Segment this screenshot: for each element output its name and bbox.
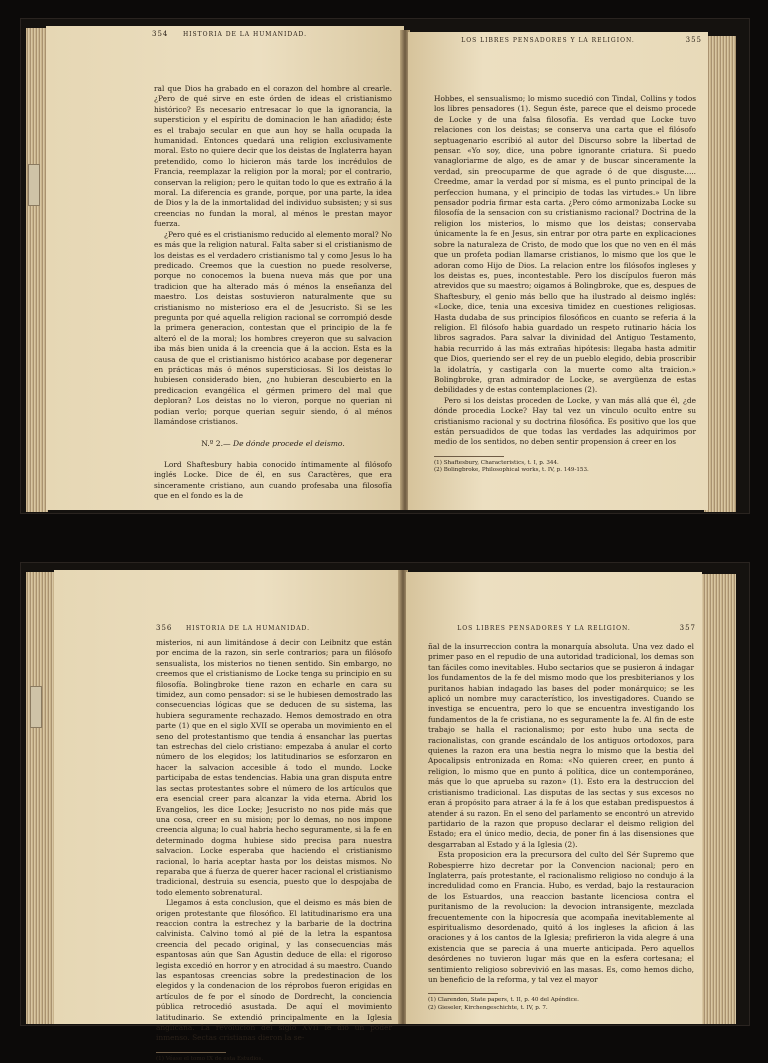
paragraph: Lord Shaftesbury habia conocido íntimamente al filósofo inglés Locke. Dice de él, en sus Caractères, que era sinceramente cristiano, aun cuando profesaba una filosofía que en el fondo es la de [154, 459, 392, 501]
footnote: (1) Shaftesbury, Characteristics, t. I, p. 344. [434, 459, 559, 466]
page-number: 354 [152, 30, 169, 38]
footnote: (2) Gieseler, Kirchengeschichte, t. IV, p. 7. [428, 1005, 548, 1011]
page-body [156, 638, 392, 1063]
paragraph: misterios, ni aun limitándose á decir con Leibnitz que están por encima de la razon, sin serle contrarios; para un filósofo sensualista, los misterios no tienen sentido. Sin embargo, no creemos que el cristianismo de Locke tenga su principio en su filosofía. Bolingbroke tiene razon en echarle en cara su timidez, aun como pensador: si se le hubiesen demostrado las consecuencias lógicas que se deducen de su sistema, las hubiera seguramente rechazado. Hemos demostrado en otra parte (1) que en el siglo XVII se operaba un movimiento en el seno del protestantismo que tendia á ensanchar las puertas tan estrechas del cielo cristiano: empezaba á anular el corto número de los elegidos; los latitudinarios se esforzaron en hacer la salvacion accesible á todo el mundo. Locke participaba de estas tendencias. Habia una gran disputa entre las sectas protestantes sobre el número de los artículos que era esencial creer para alcanzar la vida eterna. Abrid los Evangelios, les dice Locke; Jesucristo no nos pide más que una cosa, creer en su mision; por lo demas, no nos impone creencia alguna; lo cual habria hecho seguramente, si la fe en determinado dogma hubiese sido precisa para nuestra salvacion. Locke esperaba que haciendo el cristianismo racional, lo haria aceptar hasta por los deistas mismos. No reparaba que á fuerza de querer hacer racional el cristianismo tradicional, destruia su esencia, puesto que lo despojaba de todo elemento sobrenatural. [156, 638, 392, 897]
page-edges-left [26, 572, 56, 1024]
page-number: 356 [156, 624, 173, 632]
running-head-title: LOS LIBRES PENSADORES Y LA RELIGION. [457, 625, 631, 632]
left-page [54, 570, 402, 1062]
running-head [46, 26, 404, 42]
page-number: 357 [679, 624, 696, 632]
paragraph: ral que Dios ha grabado en el corazon del hombre al crearle. ¿Pero de qué sirve en este órden de ideas el cristianismo histórico? Es necesario entresacar lo que la ignorancia, la supersticion y el espíritu de dominacion le han añadido; éste es el trabajo secular en que aun hoy se halla ocupada la humanidad. Entonces quedará una religion exclusivamente moral. Esto no quiere decir que los deistas de Inglaterra hayan pretendido, como lo hicieron más tarde los incrédulos de Francia, reemplazar la religion por la moral; por el contrario, conservan la religion; pero le quitan todo lo que es extraño á la moral. La diferencia es grande, porque, por una parte, la idea de Dios y la de la inmortalidad del individuo subsisten; y si sus creencias no fundan la moral, al ménos le prestan mayor fuerza. [154, 84, 392, 229]
running-head-title: HISTORIA DE LA HUMANIDAD. [182, 31, 308, 38]
running-head [406, 620, 702, 636]
page-number: 355 [685, 36, 702, 44]
top-book-scan [0, 4, 768, 512]
footnote: (1) Clarendon, State papers, t. II, p. 40 del Apéndice. [428, 997, 579, 1004]
page-body [154, 84, 392, 501]
paragraph: Pero si los deistas proceden de Locke, y van más allá que él, ¿de dónde procedia Locke? Hay tal vez un vínculo oculto entre su cristianismo racional y su doctrina filosófica. Es positivo que los que están persuadidos de que todas las verdades las adquirimos por medio de los sentidos, no deben sentir propension á creer en los [434, 395, 696, 447]
section-title: De dónde procede el deismo. [233, 439, 345, 449]
spine-label [30, 686, 42, 728]
footnote-rule [156, 1052, 226, 1053]
page-edges-right [704, 36, 736, 512]
running-head-title: HISTORIA DE LA HUMANIDAD. [185, 625, 311, 632]
footnote-rule [428, 993, 498, 994]
page-body [428, 642, 694, 1013]
running-head [408, 32, 708, 48]
paragraph: ñal de la insurreccion contra la monarquía absoluta. Una vez dado el primer paso en el repudio de una autoridad tradicional, los demas son tan fáciles como inevitables. Hubo sectarios que se pusieron á indagar los fundamentos de la fe del mismo modo que los presbiterianos y los puritanos habian indagado las bases del poder monárquico; se les aplicó un nombre muy característico, los investigadores. Cuando se investiga se encuentra, pero lo que se encuentra investigando los fundamentos de la fe cristiana, no es seguramente la fe. Al fin de este trabajo se halla el racionalismo; por esto hubo una secta de racionalistas, con grande escándalo de los antiguos ortodoxos, para quienes la razon era una bestia negra lo mismo que la bestia del Apocalipsis entronizada en Roma: «No quieren creer, en punto á religion, lo mismo que en punto á política, dice un contemporáneo, más que lo que aprueba su razon» (1). Esto era la destruccion del cristianismo tradicional. Las disputas de las sectas y sus excesos no eran á propósito para atraer á la fe á los que estaban predispuestos á atender á su razon. En el seno del parlamento se encontró un atrevido partidario de la razon que propuso declarar el deismo religion del Estado; era el único medio, decia, de poner fin á las disensiones que desgarraban al Estado y á la Iglesia (2). [428, 642, 694, 849]
running-head [54, 620, 402, 636]
right-page [406, 572, 702, 1024]
page-body [434, 94, 696, 475]
paragraph: Hobbes, el sensualismo; lo mismo sucedió con Tindal, Collins y todos los libres pensadores (1). Segun éste, parece que el deismo procede de Locke y de una falsa filosofía. Es verdad que Locke tuvo relaciones con los deistas; se conserva una carta que el filósofo septuagenario escribió al autor del Discurso sobre la libertad de pensar. «Yo soy, dice, una pobre ignorante criatura. Si puedo vanagloriarme de algo, es de amar y de buscar sinceramente la verdad, sin preocuparme de que agrade ó de que disguste..... Creedme, amar la verdad por sí misma, es el punto principal de la perfeccion humana, y el principio de todas las virtudes.» Un libre pensador podria firmar esta carta. ¿Pero cómo armonizaba Locke su filosofía de la sensacion con su cristianismo racional? Doctrina de la religion los misterios, lo mismo que los deistas; conservaba únicamente la fe en Jesus, sin entrar por otra parte en explicaciones sobre la naturaleza de Cristo, de modo que los que no ven en él más que un profeta podian llamarse cristianos, lo mismo que los que le adoran como Hijo de Dios. La relacion entre los filósofos ingleses y los deistas es, pues, incontestable. Pero los discípulos fueron más atrevidos que su maestro; oigamos á Bolingbroke, que es, despues de Shaftesbury, el genio más bello que ha ilustrado al deismo inglés: «Locke, dice, tenia una excesiva timidez en cuestiones religiosas. Hasta dudaba de sus principios filosóficos en cuanto se referia á la religion. El filósofo habia guardado un respeto rutinario hácia los libros sagrados. Para salvar la divinidad del Antiguo Testamento, habia recurrido á las más extrañas hipótesis: llegaba hasta admitir que Dios, queriendo ser el rey de un pueblo elegido, debia proscribir la idolatría, y castigarla con la muerte como alta traicion.» Bolingbroke, gran admirador de Locke, se avergüenza de estas debilidades y de estas contemplaciones (2). [434, 94, 696, 395]
bottom-book-scan [0, 516, 768, 1062]
footnote: (1) Véase el tomo IX de esta Estudios. [156, 1055, 264, 1062]
footnote-rule [434, 456, 504, 457]
spine-label [28, 164, 40, 206]
page-edges-right [700, 574, 736, 1024]
page-edges-left [26, 28, 48, 512]
section-number: N.º 2.— [201, 439, 231, 449]
paragraph: ¿Pero qué es el cristianismo reducido al elemento moral? No es más que la religion natural. Falta saber si el cristianismo de los deistas es el verdadero cristianismo tal y como Jesus lo ha predicado. Creemos que la cuestion no puede resolverse, porque no conocemos la buena nueva más que por una tradicion que ha alterado más ó ménos la enseñanza del maestro. Los deistas sostuvieron naturalmente que su cristianismo no misterioso era el de Jesucristo. Si se les pregunta por qué aquella religion racional se corrompió desde la primera generacion, contestan que el principio de la fe alteró el de la moral; los hombres creyeron que su salvacion iba más bien unida á la creencia que á la accion. Esta es la causa de que el cristianismo histórico acabase por degenerar en prácticas más ó ménos supersticiosas. Si los deistas lo hubiesen considerado bien, ¿no hubieran descubierto en la predicacion evangélica el gérmen primero del mal que deploran? Los deistas no lo vieron, porque no querian ni podian verlo; porque querian seguir siendo, ó al ménos llamándose cristianos. [154, 229, 392, 426]
left-page [46, 26, 404, 510]
section-heading [154, 439, 392, 449]
footnote: (2) Bolingbroke, Philosophical works, t. IV, p. 149-153. [434, 467, 589, 474]
paragraph: Esta proposicion era la precursora del culto del Sér Supremo que Robespierre hizo decretar por la Convencion nacional; pero en Inglaterra, país protestante, el racionalismo religioso no condujo á la incredulidad como en Francia. Hubo, es verdad, bajo la restauracion de los Estuardos, una reaccion bastante licenciosa contra el puritanismo de la revolucion: la devocion intransigente, mezclada frecuentemente con la hipocresía que acompaña inevitablemente al espiritualismo desordenado, quitó á los ingleses la aficion á las oraciones y á los cantos de la Iglesia; prefirieron la vida alegre á una existencia que se parecia á una muerte anticipada. Pero aquellos desórdenes no tuvieron lugar más que en la esfera cortesana; el sentimiento religioso sobrevivió en las masas. Es, como hemos dicho, un beneficio de la reforma, y tal vez el mayor [428, 850, 694, 984]
paragraph: Llegamos á esta conclusion, que el deismo es más bien de origen protestante que filosófico. El latitudinarismo era una reaccion contra la estrechez y la barbarie de la doctrina calvinista. Calvino tomó al pié de la letra la espantosa creencia del pecado original, y las consecuencias más espantosas aún que San Agustin deduce de ella: el rigoroso legista excedió en horror y en atrocidad á su maestro. Cuando las espantosas creencias sobre la predestinacion de los elegidos y la condenacion de los réprobos fueron erigidas en artículos de fe por el sínodo de Dordrecht, la conciencia pública retrocedió asustada. De aquí el movimiento latitudinario. Se extendió principalmente en la Iglesia anglicana. La revolucion del siglo XVII le dió un poder inmenso. Sectas cristianas dieron la se- [156, 898, 392, 1043]
running-head-title: LOS LIBRES PENSADORES Y LA RELIGION. [461, 37, 635, 44]
right-page [408, 32, 708, 510]
